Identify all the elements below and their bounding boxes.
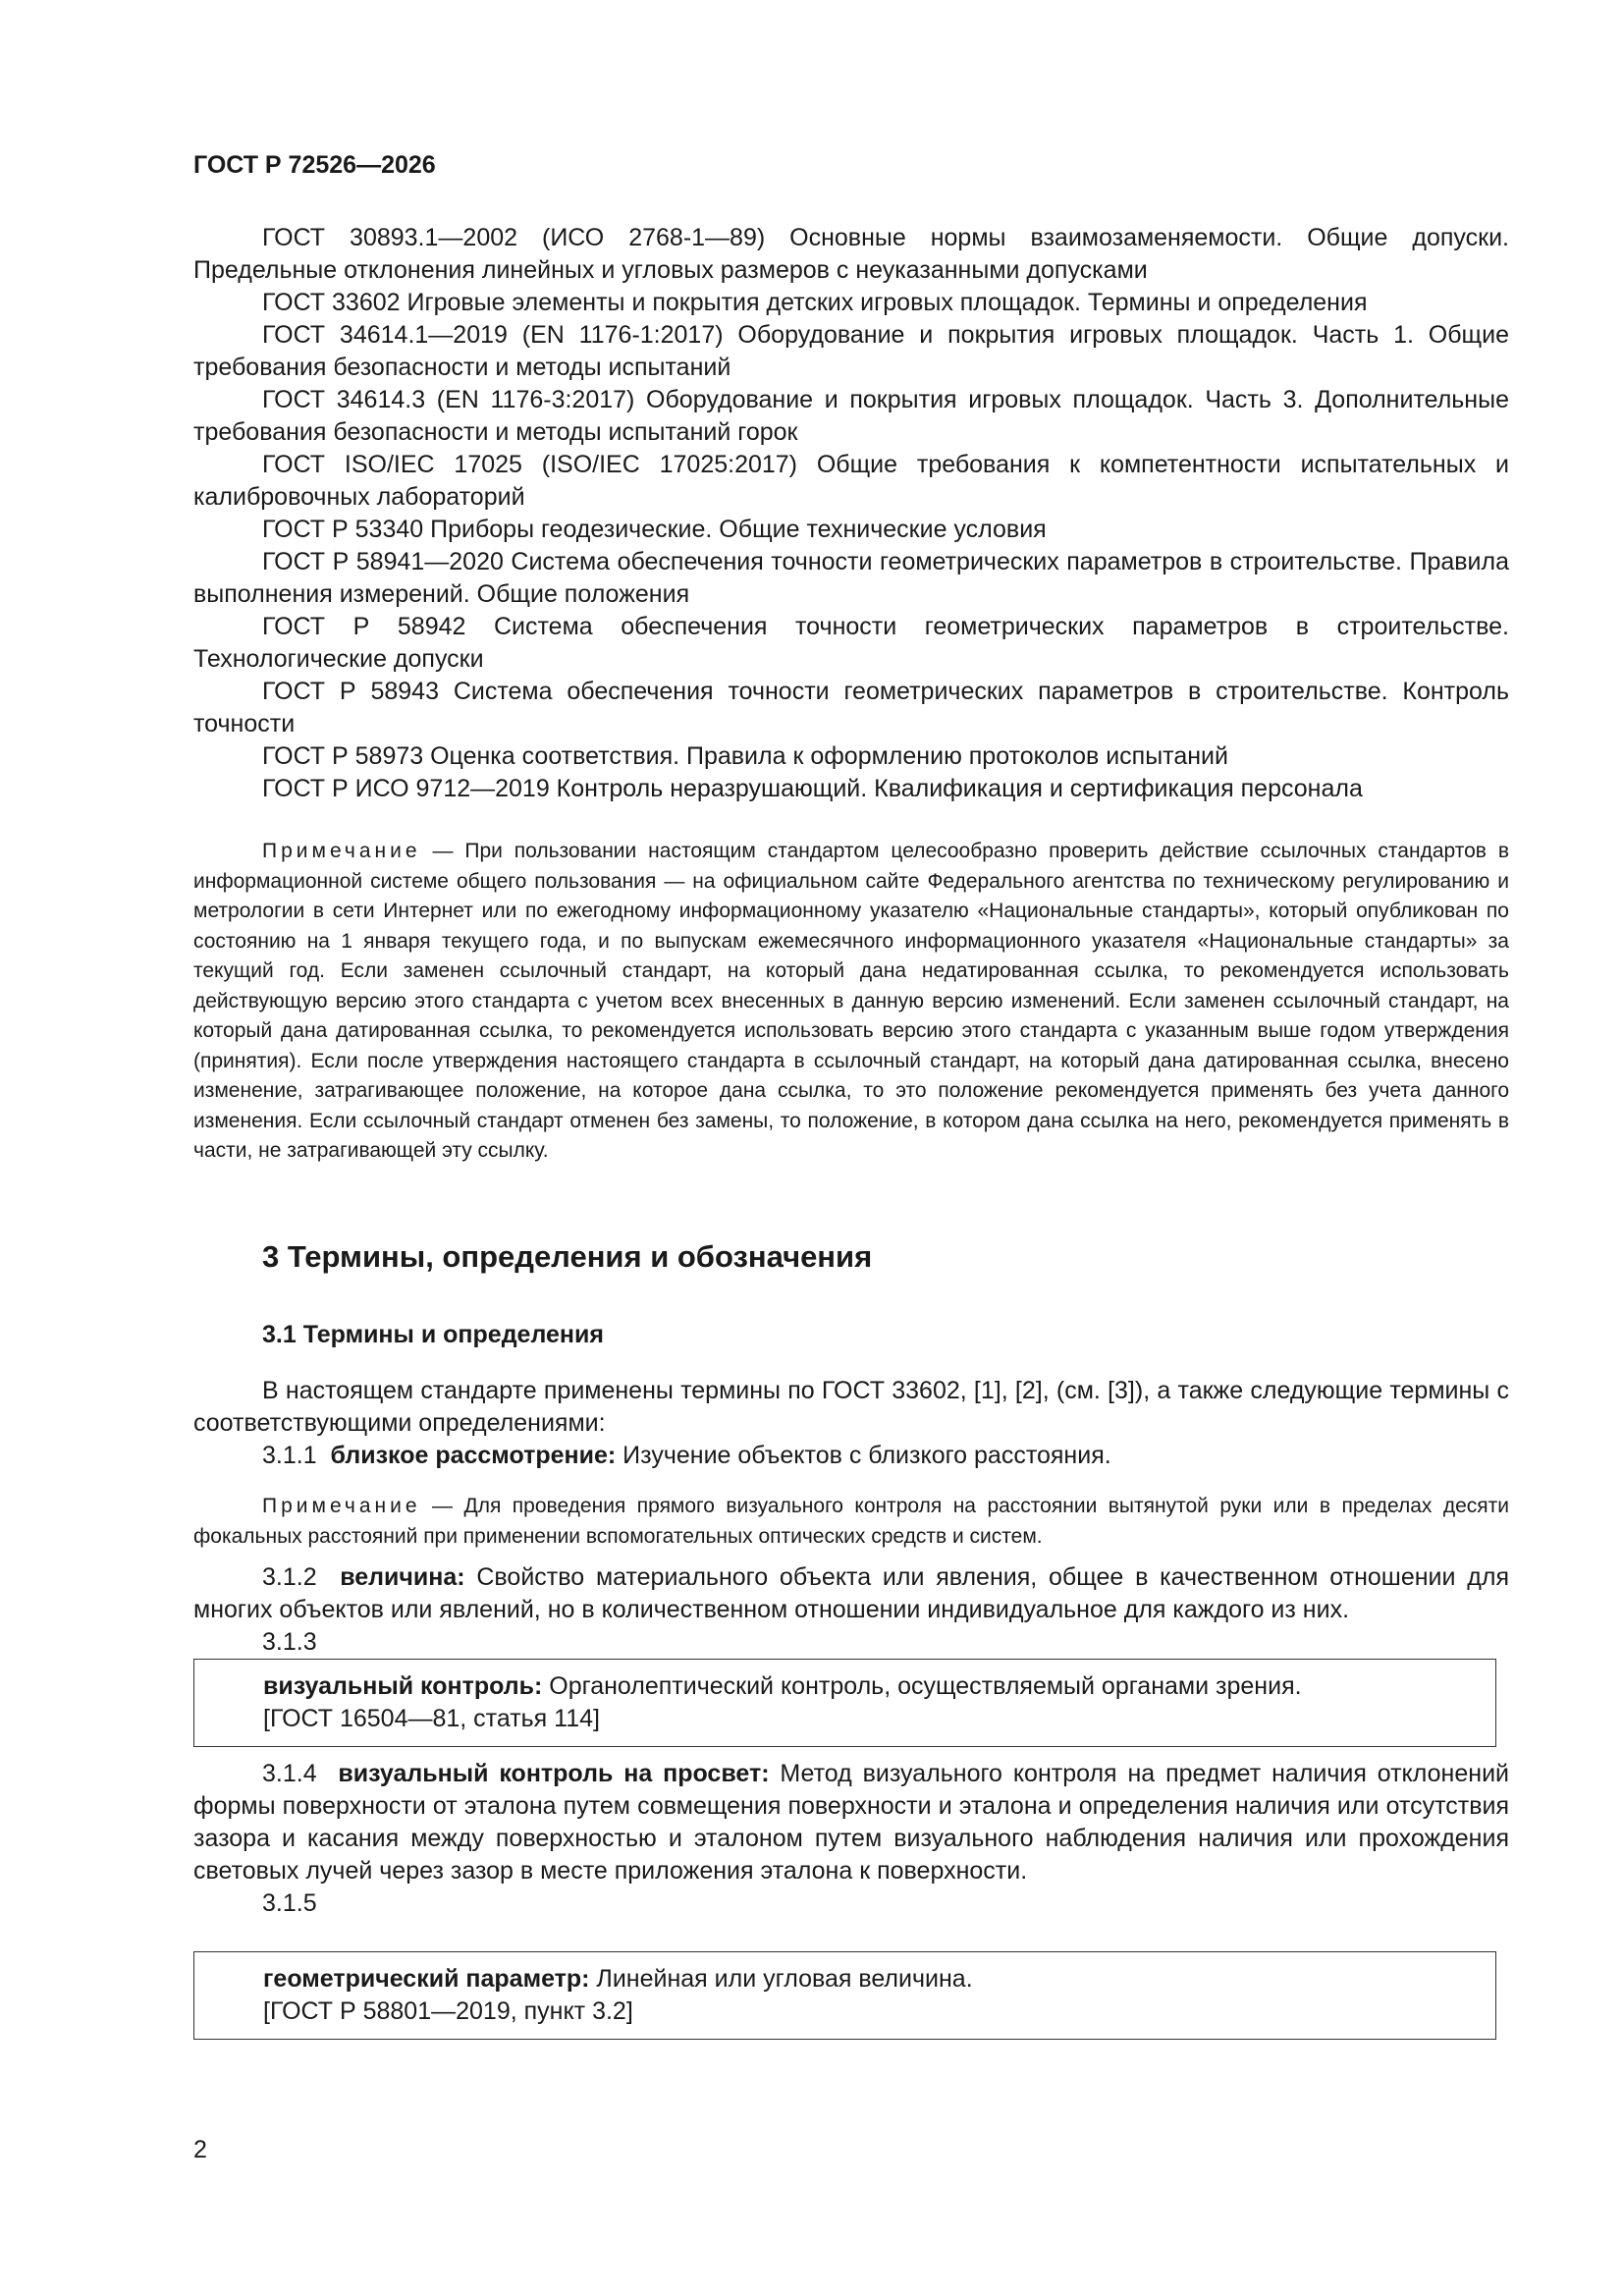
term-number: 3.1.2 [262,1563,317,1591]
term-name: величина: [340,1563,465,1591]
section-title: 3 Термины, определения и обозначения [262,1239,873,1274]
term-3-1-2-block [193,1561,1509,1659]
term-source: [ГОСТ 16504—81, статья 114] [263,1705,600,1732]
terms-intro-block [193,1375,1509,1472]
term-name: визуальный контроль: [263,1672,543,1700]
term-name: близкое рассмотрение: [330,1442,617,1469]
reference-item: ГОСТ 30893.1—2002 (ИСО 2768-1—89) Основные нормы взаимозаменяемости. Общие допуски. Предельные отклонения линейных и угловых размеров с неуказанными допусками [193,224,1509,284]
term-3-1-3 [263,1670,1495,1703]
term-definition: Метод визуального контроля на предмет наличия отклонений формы поверхности от эталона путем совмещения поверхности и эталона и определения наличия или отсутствия зазора и касания между поверхностью и эталоном путем визуального наблюдения наличия или прохождения световых лучей через зазор в месте приложения эталона к поверхности. [193,1760,1509,1885]
term-name: визуальный контроль на просвет: [338,1760,770,1787]
note-text: — Для проведения прямого визуального контроля на расстоянии вытянутой руки или в пределах десяти фокальных расстояний при применении вспомогательных оптических средств и систем. [193,1495,1509,1548]
term-definition: Изучение объектов с близкого расстояния. [616,1442,1111,1469]
term-3-1-4-block [193,1758,1509,1920]
term-3-1-5-box [193,1951,1496,2040]
term-number: 3.1.1 [262,1442,317,1469]
document-header: ГОСТ Р 72526—2026 [193,151,436,179]
reference-item: ГОСТ 34614.1—2019 (EN 1176-1:2017) Оборудование и покрытия игровых площадок. Часть 1. Общие требования безопасности и методы испытаний [193,321,1509,381]
term-source: [ГОСТ Р 58801—2019, пункт 3.2] [263,1997,633,2025]
term-3-1-5 [263,1963,1495,1995]
reference-item: ГОСТ 34614.3 (EN 1176-3:2017) Оборудование и покрытия игровых площадок. Часть 3. Дополнительные требования безопасности и методы испытаний горок [193,386,1509,446]
term-3-1-2 [193,1561,1509,1626]
term-3-1-3-box [193,1659,1496,1747]
term-name: геометрический параметр: [263,1965,590,1993]
reference-item: ГОСТ Р 58942 Система обеспечения точности геометрических параметров в строительстве. Технологические допуски [193,613,1509,673]
reference-item: ГОСТ Р 58943 Система обеспечения точности геометрических параметров в строительстве. Контроль точности [193,678,1509,738]
term-3-1-4 [193,1758,1509,1887]
term-3-1-3-number: 3.1.3 [262,1628,317,1656]
subsection-title: 3.1 Термины и определения [262,1321,604,1348]
term-definition: Линейная или угловая величина. [589,1965,973,1993]
term-3-1-5-number: 3.1.5 [262,1889,317,1917]
reference-item: ГОСТ ISO/IEC 17025 (ISO/IEC 17025:2017) Общие требования к компетентности испытательных и калибровочных лабораторий [193,451,1509,511]
note-text: — При пользовании настоящим стандартом целесообразно проверить действие ссылочных стандартов в информационной системе общего пользования — на официальном сайте Федерального агентства по техническому регулированию и метрологии в сети Интернет или по ежегодному информационному указателю «Национальные стандарты», который опубликован по состоянию на 1 января текущего года, и по выпускам ежемесячного информационного указателя «Национальные стандарты» за текущий год. Если заменен ссылочный стандарт, на который дана недатированная ссылка, то рекомендуется использовать действующую версию этого стандарта с учетом всех внесенных в данную версию изменений. Если заменен ссылочный стандарт, на который дана датированная ссылка, то рекомендуется использовать версию этого стандарта с указанным выше годом утверждения (принятия). Если после утверждения настоящего стандарта в ссылочный стандарт, на который дана датированная ссылка, внесено изменение, затрагивающее положение, на которое дана ссылка, то это положение рекомендуется применять без учета данного изменения. Если ссылочный стандарт отменен без замены, то положение, в котором дана ссылка на него, рекомендуется применять в части, не затрагивающей эту ссылку. [193,840,1509,1162]
references-note [193,837,1509,1167]
normative-references-list [193,222,1509,805]
reference-item: ГОСТ Р 53340 Приборы геодезические. Общие технические условия [262,516,1047,543]
note-label: Примечание [262,840,421,862]
reference-item: ГОСТ Р ИСО 9712—2019 Контроль неразрушающий. Квалификация и сертификация персонала [262,775,1363,802]
page-number: 2 [193,2136,207,2163]
note-label: Примечание [262,1495,421,1517]
term-definition: Свойство материального объекта или явления, общее в качественном отношении для многих объектов или явлений, но в количественном отношении индивидуальное для каждого из них. [193,1563,1509,1623]
reference-item: ГОСТ Р 58941—2020 Система обеспечения точности геометрических параметров в строительстве. Правила выполнения измерений. Общие положения [193,548,1509,608]
term-note [193,1492,1509,1552]
reference-item: ГОСТ 33602 Игровые элементы и покрытия детских игровых площадок. Термины и определения [262,289,1368,316]
term-number: 3.1.4 [262,1760,317,1787]
terms-intro: В настоящем стандарте применены термины по ГОСТ 33602, [1], [2], (см. [3]), а также следующие термины с соответствующими определениями: [193,1377,1509,1437]
term-definition: Органолептический контроль, осуществляемый органами зрения. [542,1672,1302,1700]
reference-item: ГОСТ Р 58973 Оценка соответствия. Правила к оформлению протоколов испытаний [262,742,1228,770]
term-3-1-1 [193,1440,1509,1472]
